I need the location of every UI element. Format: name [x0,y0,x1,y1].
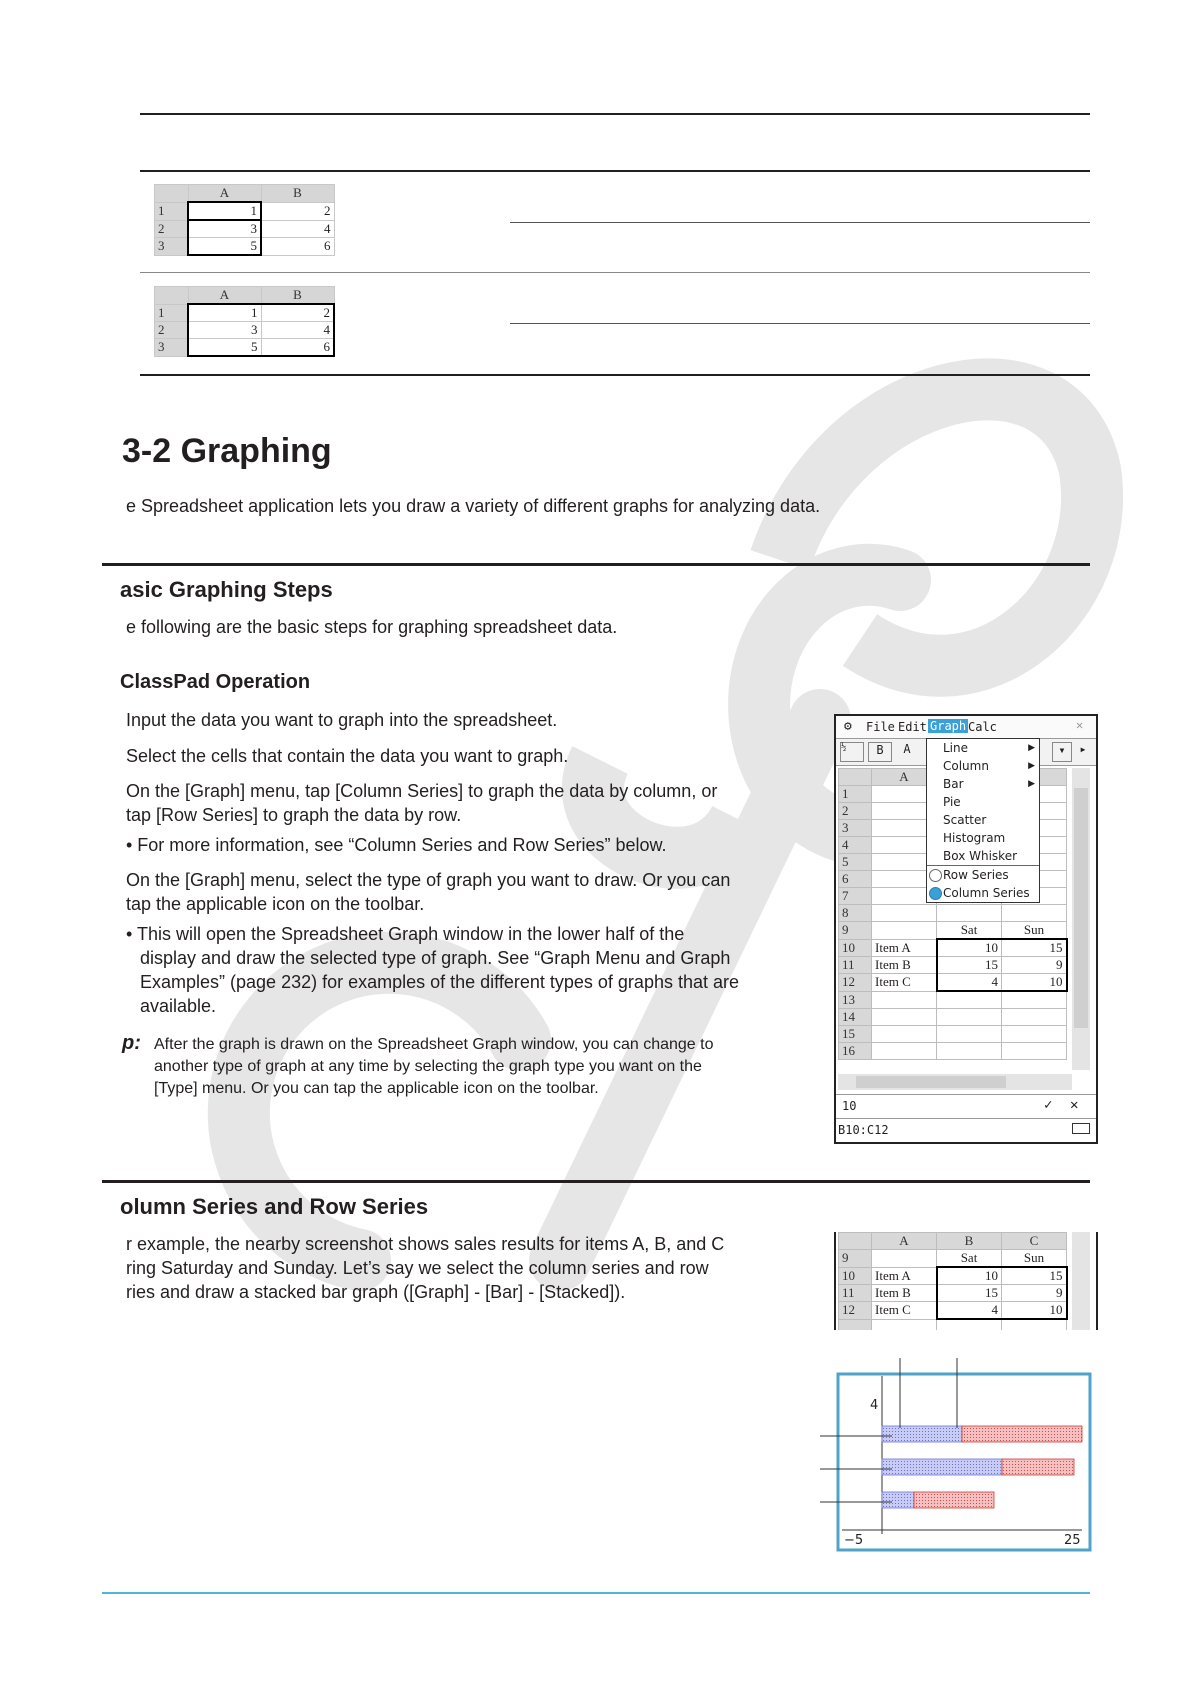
operation-heading: ClassPad Operation [120,671,311,693]
bar-item-b-sat [882,1459,1002,1475]
entry-line [836,1094,1096,1117]
horizontal-scrollbar[interactable] [838,1074,1072,1090]
menu-item-row-series[interactable]: Row Series [927,866,1039,884]
classpad-grid: A 1 2 3 4 5 6 7 8 9 Sat Sun 10 Item A 10 15 11 Item B 15 9 12 Item C 4 10 13 14 15 16 [838,768,1068,1060]
menu-item-line[interactable]: Line ▶ [943,741,1035,755]
format-icon[interactable]: A [903,742,911,756]
status-bar [836,1118,1096,1141]
bar-item-b-sun [1002,1459,1074,1475]
status-range: B10:C12 [838,1123,889,1137]
menu-edit[interactable]: Edit [898,720,927,734]
entry-value[interactable]: 10 [842,1099,857,1113]
cancel-icon[interactable]: ✕ [1070,1097,1079,1113]
mini-spreadsheet-2: A B 1 1 2 2 3 4 3 5 6 [154,286,335,357]
section-intro: e Spreadsheet application lets you draw a variety of different graphs for analyzing data. [126,496,821,516]
menu-item-box-whisker[interactable]: Box Whisker [927,847,1039,866]
step-3-line-1: On the [Graph] menu, tap [Column Series] to graph the data by column, or [126,781,718,801]
tip-line-3: [Type] menu. Or you can tap the applicable icon on the toolbar. [154,1080,599,1097]
step-1: Input the data you want to graph into the spreadsheet. [126,710,558,730]
mini-spreadsheet-1: A B 1 1 2 2 3 4 3 5 6 [154,184,335,256]
graph-menu [926,738,1040,903]
column-row-series-heading: olumn Series and Row Series [120,1194,429,1219]
small-spreadsheet: A B C 9 Sat Sun 10 Item A 10 15 11 Item B 15 9 12 Item C 4 10 [834,1232,1098,1330]
classpad-screenshot [834,714,1098,1144]
step-4-bullet-line-4: available. [140,996,217,1016]
tip-line-2: another type of graph at any time by selecting the graph type you want on the [154,1058,702,1075]
menu-item-pie[interactable]: Pie [943,795,961,809]
tip-line-1: After the graph is drawn on the Spreadsheet Graph window, you can change to [154,1036,714,1053]
step-4-bullet-line-3: Examples” (page 232) for examples of the different types of graphs that are [140,972,740,992]
step-3-bullet: • For more information, see “Column Series and Row Series” below. [126,835,667,855]
bar-item-a-sun [962,1426,1082,1442]
x-tick-min: −5 [844,1533,864,1548]
menu-item-histogram[interactable]: Histogram [943,831,1006,845]
menu-item-column-series[interactable]: Column Series [927,884,1039,902]
column-row-line-2: ring Saturday and Sunday. Let’s say we select the column series and row [126,1258,709,1278]
dropdown-icon[interactable]: ▾ [1052,742,1072,762]
bold-icon[interactable]: B [868,742,892,762]
check-icon[interactable]: ✓ [1044,1097,1053,1113]
step-3-line-2: tap [Row Series] to graph the data by row. [126,805,462,825]
gear-icon[interactable]: ⚙ [844,719,852,734]
scroll-right-icon[interactable]: ▸ [1079,742,1087,756]
step-4-line-1: On the [Graph] menu, select the type of graph you want to draw. Or you can [126,870,731,890]
close-icon[interactable]: ✕ [1076,718,1084,732]
menu-file[interactable]: File [866,720,895,734]
y-tick-label: 4 [870,1398,879,1413]
menu-item-column[interactable]: Column ▶ [943,759,1035,773]
bar-item-c-sat [882,1492,914,1508]
menu-item-scatter[interactable]: Scatter [943,813,987,827]
step-4-line-2: tap the applicable icon on the toolbar. [126,894,425,914]
column-row-line-3: ries and draw a stacked bar graph ([Graph] - [Bar] - [Stacked]). [126,1282,626,1302]
menu-calc[interactable]: Calc [968,720,997,734]
section-title: 3-2 Graphing [122,432,332,470]
menu-bar [836,716,1096,739]
vertical-scrollbar[interactable] [1072,768,1090,1070]
stacked-bar-chart [820,1356,1100,1552]
bar-item-a-sat [882,1426,962,1442]
menu-graph[interactable]: Graph [930,719,967,733]
step-2: Select the cells that contain the data you want to graph. [126,746,569,766]
menu-item-bar[interactable]: Bar ▶ [943,777,1035,791]
step-4-bullet-line-1: • This will open the Spreadsheet Graph window in the lower half of the [126,924,685,944]
small-scrollbar[interactable] [1072,1232,1090,1330]
fraction-icon[interactable]: ½ [840,742,864,762]
column-row-line-1: r example, the nearby screenshot shows sales results for items A, B, and C [126,1234,725,1254]
step-4-bullet-line-2: display and draw the selected type of graph. See “Graph Menu and Graph [140,948,731,968]
battery-icon [1072,1123,1090,1134]
bar-item-c-sun [914,1492,994,1508]
tip-label: p: [122,1032,141,1054]
basic-steps-heading: asic Graphing Steps [120,577,333,602]
basic-steps-intro: e following are the basic steps for graphing spreadsheet data. [126,617,618,637]
x-tick-max: 25 [1064,1533,1081,1548]
